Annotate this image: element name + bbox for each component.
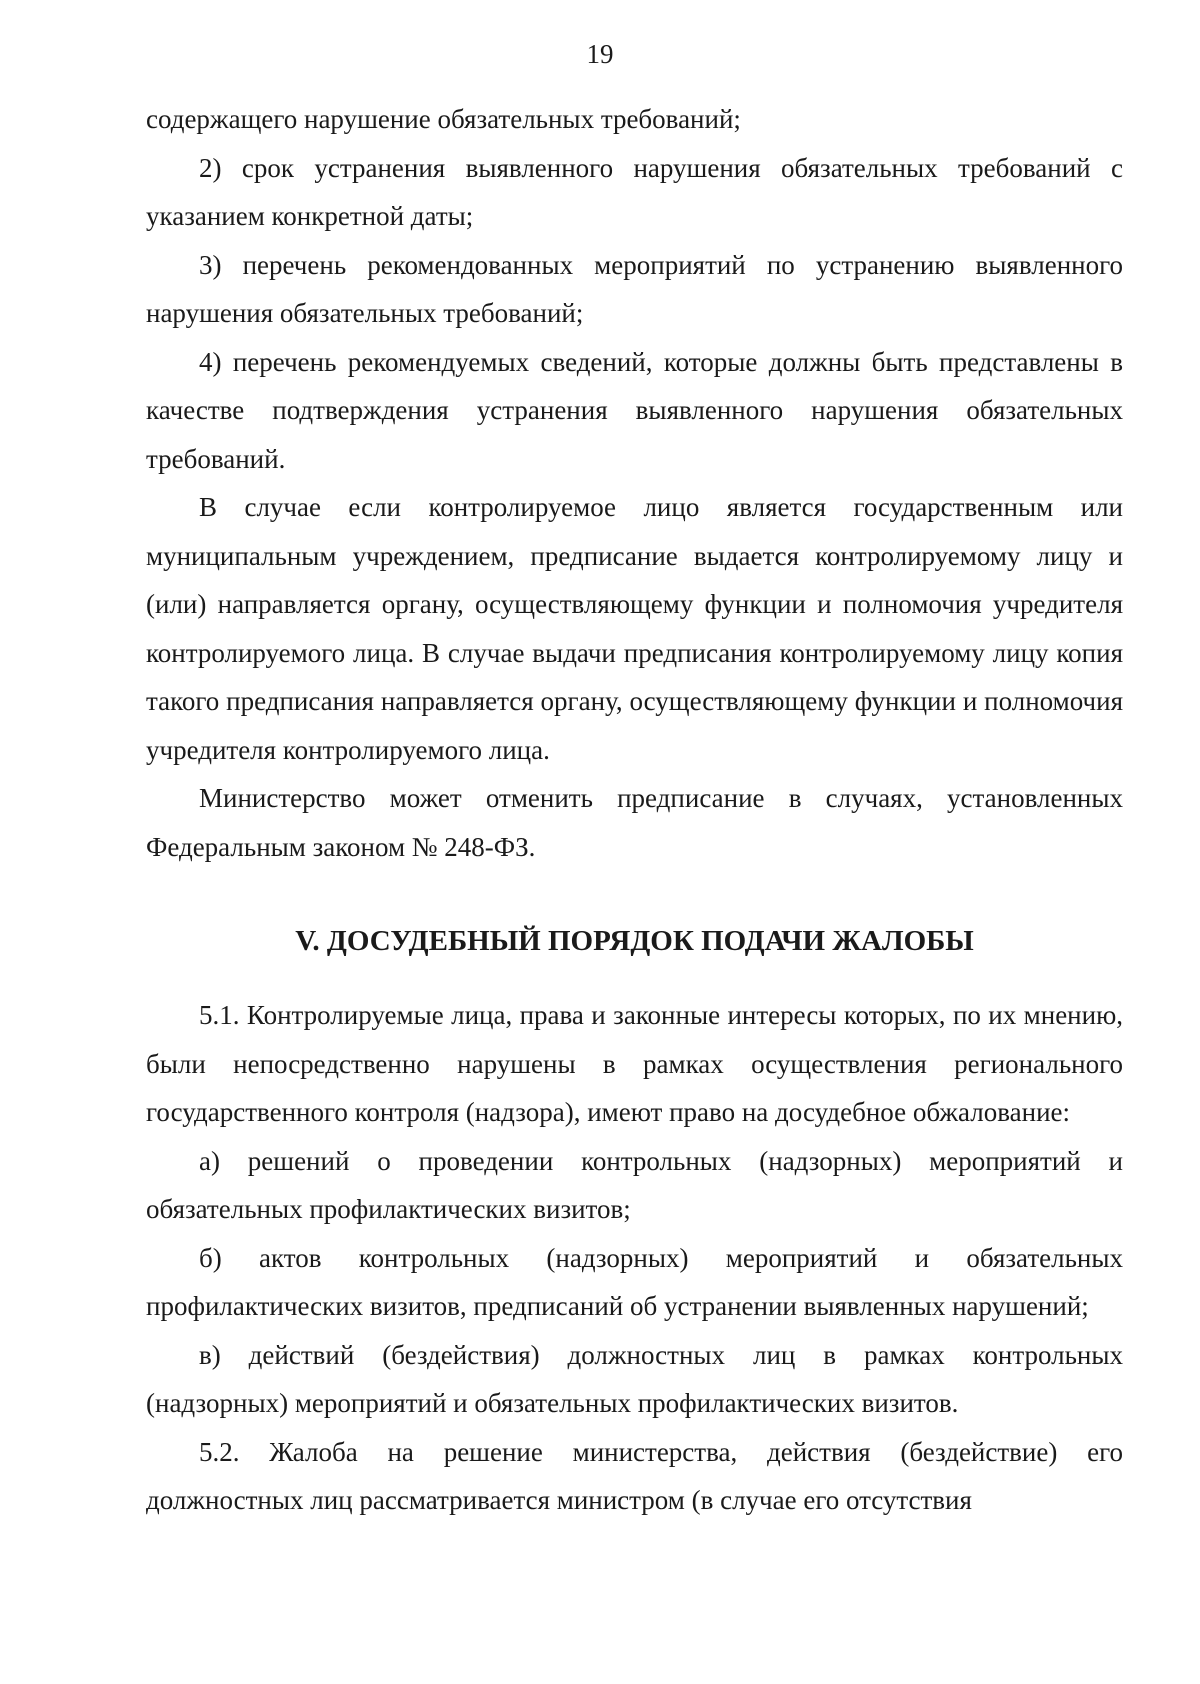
paragraph-item-a: а) решений о проведении контрольных (надзорных) мероприятий и обязательных профилактических визитов; [146, 1145, 1123, 1224]
paragraph-item-4: 4) перечень рекомендуемых сведений, которые должны быть представлены в качестве подтверждения устранения выявленного нарушения обязательных требований. [146, 346, 1123, 474]
paragraph-continuation: содержащего нарушение обязательных требований; [146, 104, 741, 134]
paragraph-item-b: б) актов контрольных (надзорных) мероприятий и обязательных профилактических визитов, предписаний об устранении выявленных нарушений; [146, 1242, 1123, 1321]
paragraph-item-v: в) действий (бездействия) должностных лиц в рамках контрольных (надзорных) мероприятий и обязательных профилактических визитов. [146, 1339, 1123, 1418]
paragraph-5-1: 5.1. Контролируемые лица, права и законные интересы которых, по их мнению, были непосредственно нарушены в рамках осуществления регионального государственного контроля (надзора), имеют право на досудебное обжалование: [146, 1000, 1123, 1127]
paragraph-ministry-cancel: Министерство может отменить предписание в случаях, установленных Федеральным законом № 248-ФЗ. [146, 783, 1123, 862]
document-body [146, 95, 1123, 1525]
page-number: 19 [586, 39, 614, 69]
section-heading: V. ДОСУДЕБНЫЙ ПОРЯДОК ПОДАЧИ ЖАЛОБЫ [295, 925, 974, 957]
paragraph-state-institution: В случае если контролируемое лицо является государственным или муниципальным учреждением, предписание выдается контролируемому лицу и (или) направляется органу, осуществляющему функции и полномочия учредителя контролируемого лица. В случае выдачи предписания контролируемому лицу копия такого предписания направляется органу, осуществляющему функции и полномочия учредителя контролируемого лица. [146, 492, 1123, 765]
paragraph-item-2: 2) срок устранения выявленного нарушения обязательных требований с указанием конкретной даты; [146, 152, 1123, 231]
paragraph-item-3: 3) перечень рекомендованных мероприятий по устранению выявленного нарушения обязательных требований; [146, 249, 1123, 328]
paragraph-5-2: 5.2. Жалоба на решение министерства, действия (бездействие) его должностных лиц рассматривается министром (в случае его отсутствия [146, 1436, 1123, 1515]
